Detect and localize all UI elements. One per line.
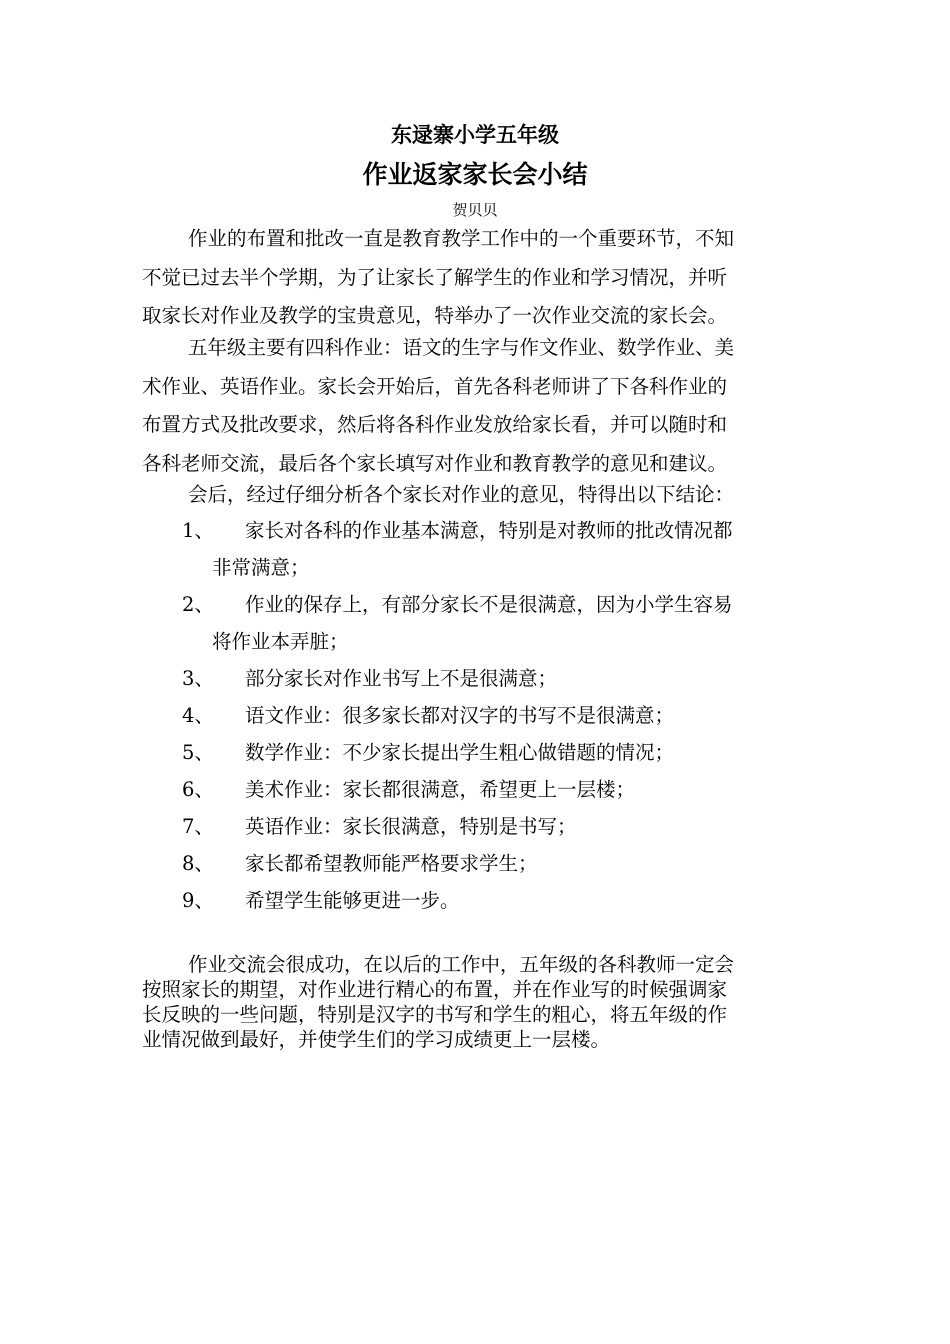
list-number: 6、 [182,778,214,801]
list-number: 5、 [182,741,214,764]
list-item-text: 美术作业：家长都很满意，希望更上一层楼； [245,778,636,801]
list-item [142,734,810,771]
paragraph-line: 各科老师交流，最后各个家长填写对作业和教育教学的意见和建议。 [142,451,728,475]
conclusion-intro-paragraph [142,476,810,515]
author-name: 贺贝贝 [452,201,498,219]
list-item-text: 非常满意； [212,556,310,579]
list-number: 2、 [182,593,214,616]
list-item [142,771,810,808]
list-item [142,808,810,845]
list-number: 4、 [182,704,214,727]
list-number: 8、 [182,852,214,875]
paragraph-line: 布置方式及批改要求，然后将各科作业发放给家长看，并可以随时和 [142,413,728,436]
list-number: 3、 [182,667,214,690]
list-item [142,882,810,919]
homework-types-paragraph [142,329,810,483]
list-item [142,586,810,660]
paragraph-line: 作业的布置和批改一直是教育教学工作中的一个重要环节，不知 [188,227,735,250]
paragraph-line: 取家长对作业及教学的宝贵意见，特举办了一次作业交流的家长会。 [142,304,728,327]
paragraph-line: 作业交流会很成功，在以后的工作中，五年级的各科教师一定会 [188,953,735,976]
list-item-text: 家长对各科的作业基本满意，特别是对教师的批改情况都 [245,519,733,542]
list-item-text: 语文作业：很多家长都对汉字的书写不是很满意； [245,704,675,727]
list-item [142,845,810,882]
paragraph-line: 长反映的一些问题，特别是汉字的书写和学生的粗心，将五年级的作 [142,1003,728,1026]
list-item [142,512,810,586]
list-item-text: 数学作业：不少家长提出学生粗心做错题的情况； [245,741,675,764]
list-item-text: 英语作业：家长很满意，特别是书写； [245,815,577,838]
school-heading: 东逯寨小学五年级 [391,123,559,147]
paragraph-line: 会后，经过仔细分析各个家长对作业的意见，特得出以下结论： [188,483,735,506]
list-item-text: 作业的保存上，有部分家长不是很满意，因为小学生容易 [245,593,733,616]
closing-paragraph [142,952,810,1052]
list-item-text: 部分家长对作业书写上不是很满意； [245,667,558,690]
list-item-text: 家长都希望教师能严格要求学生； [245,852,538,875]
paragraph-line: 五年级主要有四科作业：语文的生字与作文作业、数学作业、美 [188,336,735,359]
list-number: 9、 [182,889,214,912]
list-item-text: 将作业本弄脏； [212,630,349,653]
paragraph-line: 业情况做到最好，并使学生们的学习成绩更上一层楼。 [142,1028,611,1051]
list-item [142,660,810,697]
list-number: 7、 [182,815,214,838]
list-item-text: 希望学生能够更进一步。 [245,889,460,912]
document-title: 作业返家家长会小结 [362,160,588,189]
paragraph-line: 按照家长的期望，对作业进行精心的布置，并在作业写的时候强调家 [142,978,728,1001]
intro-paragraph [142,220,810,336]
paragraph-line: 术作业、英语作业。家长会开始后，首先各科老师讲了下各科作业的 [142,374,728,398]
list-number: 1、 [182,519,214,542]
list-item [142,697,810,734]
conclusions-list [142,512,810,919]
paragraph-line: 不觉已过去半个学期，为了让家长了解学生的作业和学习情况，并听 [142,265,728,289]
